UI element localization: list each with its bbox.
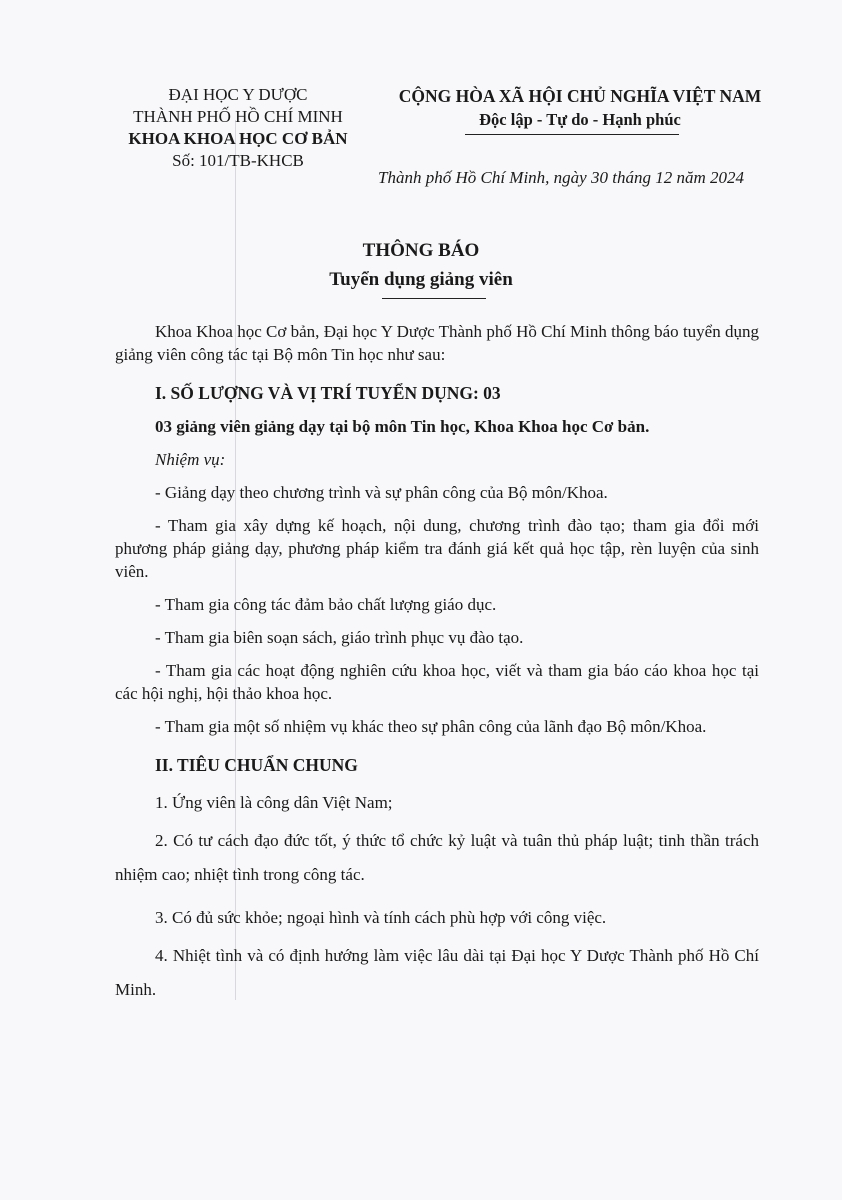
faculty-name: KHOA KHOA HỌC CƠ BẢN [128,129,348,148]
duty-item: - Tham gia công tác đảm bảo chất lượng giáo dục. [155,595,497,614]
section-1-heading: I. SỐ LƯỢNG VÀ VỊ TRÍ TUYỂN DỤNG: 03 [155,383,501,403]
criteria-item: 1. Ứng viên là công dân Việt Nam; [155,793,393,812]
duty-item: - Tham gia các hoạt động nghiên cứu khoa học, viết và tham gia báo cáo khoa học tại các hội nghị, hội thảo khoa học. [115,661,759,703]
duty-item: - Tham gia một số nhiệm vụ khác theo sự phân công của lãnh đạo Bộ môn/Khoa. [155,717,707,736]
nation-name: CỘNG HÒA XÃ HỘI CHỦ NGHĨA VIỆT NAM [398,86,762,106]
document-body [115,320,759,1007]
document-title-block [0,236,842,294]
section-1-subheading: 03 giảng viên giảng dạy tại bộ môn Tin học, Khoa Khoa học Cơ bản. [155,417,650,436]
intro-paragraph: Khoa Khoa học Cơ bản, Đại học Y Dược Thành phố Hồ Chí Minh thông báo tuyển dụng giảng viên công tác tại Bộ môn Tin học như sau: [115,322,759,364]
university-city: THÀNH PHỐ HỒ CHÍ MINH [133,107,343,126]
issue-date: Thành phố Hồ Chí Minh, ngày 30 tháng 12 năm 2024 [378,168,744,187]
title-underline [382,298,486,299]
national-header-block [370,84,790,132]
criteria-item: 3. Có đủ sức khỏe; ngoại hình và tính cách phù hợp với công việc. [155,908,607,927]
duties-label: Nhiệm vụ: [155,450,226,469]
duty-item: - Tham gia biên soạn sách, giáo trình phục vụ đào tạo. [155,628,524,647]
issuing-authority-block [118,84,358,172]
document-number: Số: 101/TB-KHCB [172,151,304,170]
criteria-item: 2. Có tư cách đạo đức tốt, ý thức tổ chức kỷ luật và tuân thủ pháp luật; tinh thần trách nhiệm cao; nhiệt tình trong công tác. [115,831,759,884]
duty-item: - Tham gia xây dựng kế hoạch, nội dung, chương trình đào tạo; tham gia đổi mới phương pháp giảng dạy, phương pháp kiểm tra đánh giá kết quả học tập, rèn luyện của sinh viên. [115,516,759,581]
section-2-heading: II. TIÊU CHUẨN CHUNG [155,755,358,775]
university-name: ĐẠI HỌC Y DƯỢC [168,85,308,104]
motto-underline [465,134,679,135]
duty-item: - Giảng dạy theo chương trình và sự phân công của Bộ môn/Khoa. [155,483,608,502]
national-motto: Độc lập - Tự do - Hạnh phúc [479,110,681,129]
document-title: THÔNG BÁO [362,240,480,261]
document-subtitle: Tuyển dụng giảng viên [329,269,513,290]
criteria-item: 4. Nhiệt tình và có định hướng làm việc lâu dài tại Đại học Y Dược Thành phố Hồ Chí Minh. [115,946,759,999]
